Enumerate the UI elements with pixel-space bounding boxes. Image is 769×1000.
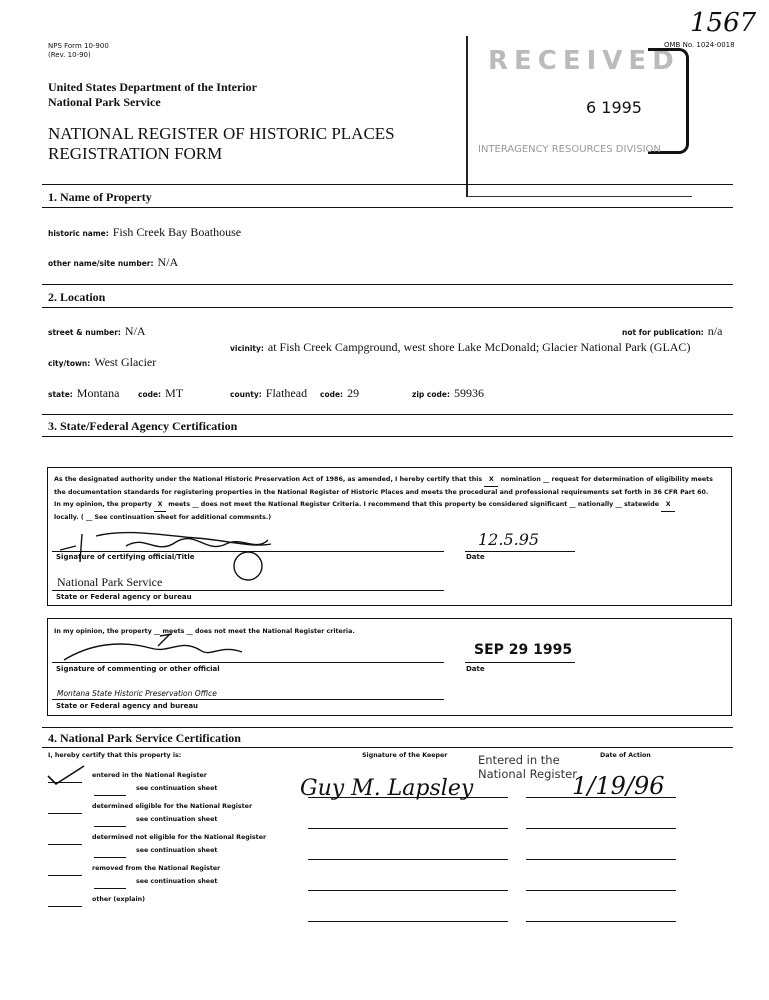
keeper-signature: Guy M. Lapsley: [300, 776, 474, 801]
status-eligible-label: determined eligible for the National Register: [92, 803, 253, 810]
status-not-eligible-label: determined not eligible for the National Register: [92, 834, 267, 841]
city-label: city/town:: [48, 359, 91, 368]
entered-stamp-line2: National Register: [478, 767, 577, 781]
service-name: National Park Service: [48, 95, 161, 109]
status-eligible-sub: see continuation sheet: [136, 816, 218, 823]
city-value: West Glacier: [94, 355, 157, 369]
section3-top-rule: [42, 414, 733, 415]
date-of-action-label: Date of Action: [600, 752, 651, 759]
zip-row: [412, 384, 484, 402]
signature2-label: Signature of commenting or other official: [56, 665, 220, 673]
agency2-label: State or Federal agency and bureau: [56, 702, 199, 710]
date2-line: [465, 662, 575, 663]
section3-heading: 3. State/Federal Agency Certification: [48, 419, 238, 433]
keeper-signature-label: Signature of the Keeper: [362, 752, 448, 759]
status-entered-sub: see continuation sheet: [136, 785, 218, 792]
section1-top-rule: [42, 184, 733, 185]
status-removed-sub: see continuation sheet: [136, 878, 218, 885]
status-not-eligible-sub: see continuation sheet: [136, 847, 218, 854]
vicinity-label: vicinity:: [230, 344, 264, 353]
historic-name-row: [48, 223, 241, 241]
status-entered-label: entered in the National Register: [92, 772, 207, 779]
cert-line-4: locally. ( __ See continuation sheet for additional comments.): [54, 514, 272, 521]
cert-line-1: As the designated authority under the National Historic Preservation Act of 1986, as amended, I hereby certify that this X nomination __ request for determination of eligibility meets: [54, 474, 726, 487]
date2-label: Date: [466, 665, 485, 673]
stamp-date: 6 1995: [586, 98, 642, 117]
stamp-division: INTERAGENCY RESOURCES DIVISION: [478, 144, 661, 155]
certification-statement: [54, 474, 726, 524]
agency1-line: [52, 590, 444, 591]
state-value: Montana: [76, 386, 120, 400]
agency2-value: Montana State Historic Preservation Office: [57, 689, 217, 698]
omb-number: OMB No. 1024-0018: [664, 41, 735, 49]
form-id: [48, 42, 109, 60]
form-title-line2: REGISTRATION FORM: [48, 144, 223, 163]
street-label: street & number:: [48, 328, 121, 337]
section4-heading: 4. National Park Service Certification: [48, 731, 241, 745]
agency1-label: State or Federal agency or bureau: [56, 593, 192, 601]
other-name-value: N/A: [157, 255, 179, 269]
section4-bottom-rule: [42, 747, 733, 748]
date1-handwritten: 12.5.95: [478, 530, 540, 549]
county-code-value: 29: [347, 386, 360, 400]
zip-label: zip code:: [412, 390, 450, 399]
section1-heading: 1. Name of Property: [48, 190, 152, 204]
form-title-line1: NATIONAL REGISTER OF HISTORIC PLACES: [48, 124, 395, 143]
signature1-line: [52, 551, 444, 552]
form-number: NPS Form 10-900: [48, 42, 109, 50]
cert-line-3: In my opinion, the property X meets __ does not meet the National Register Criteria. I recommend that this property be considered significant __ nationally __ statewide X: [54, 499, 726, 512]
state-code-row: [138, 384, 183, 402]
state-row: [48, 384, 119, 402]
county-code-row: [320, 384, 359, 402]
received-stamp: [466, 36, 692, 197]
entered-stamp: [478, 753, 577, 781]
signature2-line: [52, 662, 444, 663]
street-value: N/A: [124, 324, 146, 338]
entered-stamp-line1: Entered in the: [478, 753, 560, 767]
street-row: [48, 322, 146, 340]
section2-heading: 2. Location: [48, 290, 106, 304]
vicinity-value: at Fish Creek Campground, west shore Lake McDonald; Glacier National Park (GLAC): [267, 340, 691, 354]
section1-bottom-rule: [42, 207, 733, 208]
stamp-received-text: RECEIVED: [488, 46, 680, 76]
date2-stamped: SEP 29 1995: [474, 642, 573, 658]
agency-heading: [48, 80, 257, 110]
county-label: county:: [230, 390, 262, 399]
historic-name-value: Fish Creek Bay Boathouse: [112, 225, 242, 239]
state-code-value: MT: [165, 386, 184, 400]
status-removed-label: removed from the National Register: [92, 865, 221, 872]
not-for-publication-value: n/a: [707, 324, 723, 338]
vicinity-row: [230, 338, 690, 356]
section2-bottom-rule: [42, 307, 733, 308]
city-row: [48, 353, 156, 371]
date-of-action: 1/19/96: [572, 772, 665, 800]
status-other-label: other (explain): [92, 896, 146, 903]
form-title: [48, 124, 395, 164]
opinion-statement: In my opinion, the property __ meets __ does not meet the National Register criteria.: [54, 628, 355, 635]
section2-top-rule: [42, 284, 733, 285]
section4-top-rule: [42, 727, 733, 728]
cert-line-2: the documentation standards for registering properties in the National Register of Historic Places and meets the procedural and professional requirements set forth in 36 CFR Part 60.: [54, 489, 709, 496]
form-revision: (Rev. 10-90): [48, 51, 91, 59]
other-name-row: [48, 253, 178, 271]
stamp-bracket: [648, 48, 689, 154]
state-label: state:: [48, 390, 73, 399]
date1-line: [465, 551, 575, 552]
section4-intro: I, hereby certify that this property is:: [48, 752, 182, 759]
department-name: United States Department of the Interior: [48, 80, 257, 94]
county-value: Flathead: [265, 386, 308, 400]
handwritten-record-number: 1567: [690, 8, 757, 38]
other-name-label: other name/site number:: [48, 259, 154, 268]
county-row: [230, 384, 307, 402]
section3-bottom-rule: [42, 436, 733, 437]
state-code-label: code:: [138, 390, 162, 399]
agency2-line: [52, 699, 444, 700]
date1-label: Date: [466, 553, 485, 561]
historic-name-label: historic name:: [48, 229, 109, 238]
agency1-value: National Park Service: [57, 575, 163, 589]
zip-value: 59936: [453, 386, 484, 400]
signature1-label: Signature of certifying official/Title: [56, 553, 195, 561]
county-code-label: code:: [320, 390, 344, 399]
not-for-publication-label: not for publication:: [622, 328, 704, 337]
